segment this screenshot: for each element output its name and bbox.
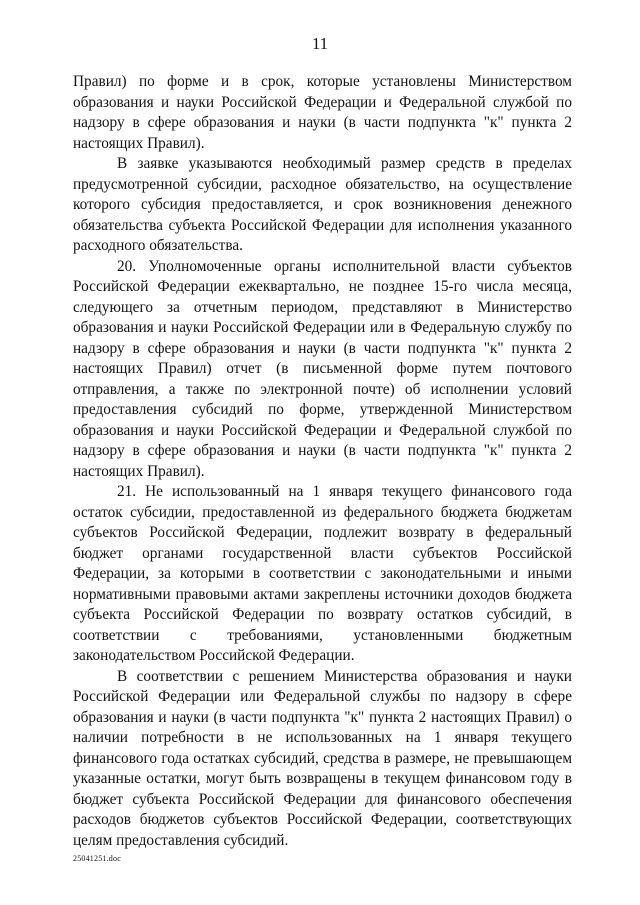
paragraph-item-20: 20. Уполномоченные органы исполнительной власти субъектов Российской Федерации ежеквартально, не позднее 15-го числа месяца, следующего за отчетным периодом, представляют в Министерство образования и науки Российской Федерации или в Федеральную службу по надзору в сфере образования и науки (в части подпункта "к" пункта 2 настоящих Правил) отчет (в письменной форме путем почтового отправления, а также по электронной почте) об исполнении условий предоставления субсидий по форме, утвержденной Министерством образования и науки Российской Федерации и Федеральной службой по надзору в сфере образования и науки (в части подпункта "к" пункта 2 настоящих Правил). xyxy=(73,257,572,480)
document-body xyxy=(73,72,572,851)
paragraph-item-21: 21. Не использованный на 1 января текущего финансового года остаток субсидии, предоставленной из федерального бюджета бюджетам субъектов Российской Федерации, подлежит возврату в федеральный бюджет органами государственной власти субъектов Российской Федерации, за которыми в соответствии с законодательными и иными нормативными правовыми актами закреплены источники доходов бюджета субъекта Российской Федерации по возврату остатков субсидий, в соответствии с требованиями, установленными бюджетным законодательством Российской Федерации. xyxy=(73,483,572,664)
footer-filename: 25041251.doc xyxy=(73,854,121,863)
paragraph-application-contents: В заявке указываются необходимый размер средств в пределах предусмотренной субсидии, расходное обязательство, на осуществление которого субсидия предоставляется, и срок возникновения денежного обязательства субъекта Российской Федерации для исполнения указанного расходного обязательства. xyxy=(73,155,572,254)
paragraph-continuation: Правил) по форме и в срок, которые установлены Министерством образования и науки Российской Федерации и Федеральной службой по надзору в сфере образования и науки (в части подпункта "к" пункта 2 настоящих Правил). xyxy=(73,73,572,152)
page-number: 11 xyxy=(311,34,329,53)
paragraph-return-of-balances: В соответствии с решением Министерства образования и науки Российской Федерации или Федеральной службы по надзору в сфере образования и науки (в части подпункта "к" пункта 2 настоящих Правил) о наличии потребности в не использованных на 1 января текущего финансового года остатках субсидий, средства в размере, не превышающем указанные остатки, могут быть возвращены в текущем финансовом году в бюджет субъекта Российской Федерации для финансового обеспечения расходов бюджетов субъектов Российской Федерации, соответствующих целям предоставления субсидий. xyxy=(73,667,572,849)
